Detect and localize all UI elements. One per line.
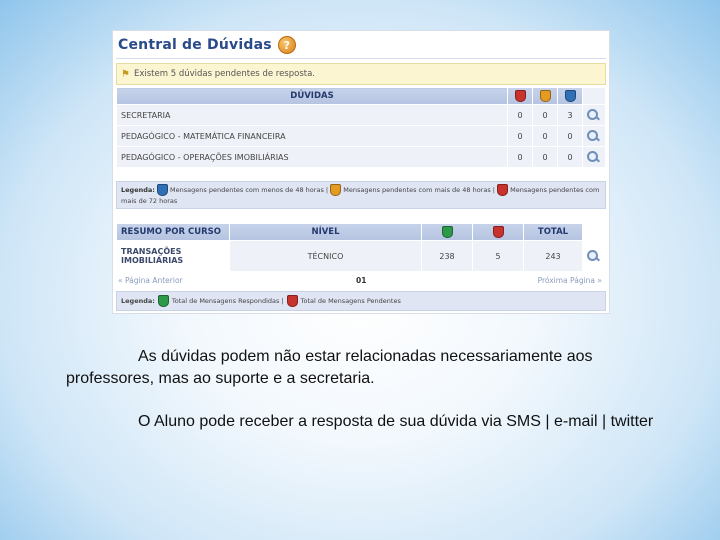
panel-title: Central de Dúvidas (118, 37, 272, 53)
orange-shield-icon (533, 88, 558, 105)
course-name[interactable]: TRANSAÇÕES IMOBILIÁRIAS (117, 241, 230, 272)
legend-blue-text: Mensagens pendentes com menos de 48 horas | (170, 186, 329, 194)
legend-box-2 (116, 291, 606, 311)
course-level: TÉCNICO (230, 241, 422, 272)
blue-shield-icon (157, 184, 168, 196)
previous-page-link[interactable]: « Página Anterior (118, 276, 183, 285)
red-shield-icon (508, 88, 533, 105)
current-page: 01 (356, 276, 367, 285)
table-row[interactable] (117, 241, 606, 272)
paragraph-1: As dúvidas podem não estar relacionadas necessariamente aos professores, mas ao suporte e a secretaria. (66, 348, 593, 387)
resumo-table-header (117, 224, 606, 241)
magnifier-icon[interactable] (583, 105, 606, 126)
table-row[interactable] (117, 147, 606, 168)
panel-header (118, 34, 296, 56)
count-red: 0 (508, 147, 533, 168)
row-label[interactable]: PEDAGÓGICO - MATEMÁTICA FINANCEIRA (117, 126, 508, 147)
row-label[interactable]: SECRETARIA (117, 105, 508, 126)
legend-red-text: Mensagens pendentes com mais de 72 horas (121, 186, 600, 205)
count-red: 0 (508, 105, 533, 126)
pending-notice (116, 63, 606, 85)
duvidas-table-header (117, 88, 606, 105)
pending-notice-text: Existem 5 dúvidas pendentes de resposta. (133, 69, 316, 79)
title-divider (116, 58, 606, 59)
count-pending: 5 (473, 241, 524, 272)
count-orange: 0 (533, 126, 558, 147)
duvidas-header-label: DÚVIDAS (117, 88, 508, 105)
legend-label: Legenda: (121, 186, 155, 194)
resumo-header-nivel: NÍVEL (230, 224, 422, 241)
count-answered: 238 (422, 241, 473, 272)
count-blue: 0 (558, 147, 583, 168)
blue-shield-icon (558, 88, 583, 105)
resumo-header-curso: RESUMO POR CURSO (117, 224, 230, 241)
table-row[interactable] (117, 105, 606, 126)
count-orange: 0 (533, 147, 558, 168)
red-shield-icon (497, 184, 508, 196)
count-total: 243 (524, 241, 583, 272)
green-shield-icon (422, 224, 473, 241)
resumo-header-total: TOTAL (524, 224, 583, 241)
count-orange: 0 (533, 105, 558, 126)
paragraph-2: O Aluno pode receber a resposta de sua dúvida via SMS | e-mail | twitter (138, 413, 654, 430)
magnifier-icon[interactable] (583, 241, 606, 272)
red-shield-icon (287, 295, 298, 307)
magnifier-icon[interactable] (583, 126, 606, 147)
next-page-link[interactable]: Próxima Página » (537, 276, 602, 285)
pager (116, 276, 606, 288)
count-blue: 0 (558, 126, 583, 147)
row-label[interactable]: PEDAGÓGICO - OPERAÇÕES IMOBILIÁRIAS (117, 147, 508, 168)
red-shield-icon (473, 224, 524, 241)
legend-red-text: Total de Mensagens Pendentes (300, 297, 401, 305)
duvidas-panel (112, 30, 610, 314)
resumo-table (116, 223, 606, 272)
magnifier-icon[interactable] (583, 147, 606, 168)
legend-orange-text: Mensagens pendentes com mais de 48 horas | (343, 186, 495, 194)
duvidas-table (116, 87, 606, 168)
green-shield-icon (158, 295, 169, 307)
count-blue: 3 (558, 105, 583, 126)
legend-label: Legenda: (121, 297, 155, 305)
legend-green-text: Total de Mensagens Respondidas | (171, 297, 284, 305)
alert-icon: ⚑ (121, 68, 130, 80)
orange-shield-icon (330, 184, 341, 196)
count-red: 0 (508, 126, 533, 147)
help-icon[interactable]: ? (278, 36, 296, 54)
table-row[interactable] (117, 126, 606, 147)
legend-box (116, 181, 606, 209)
